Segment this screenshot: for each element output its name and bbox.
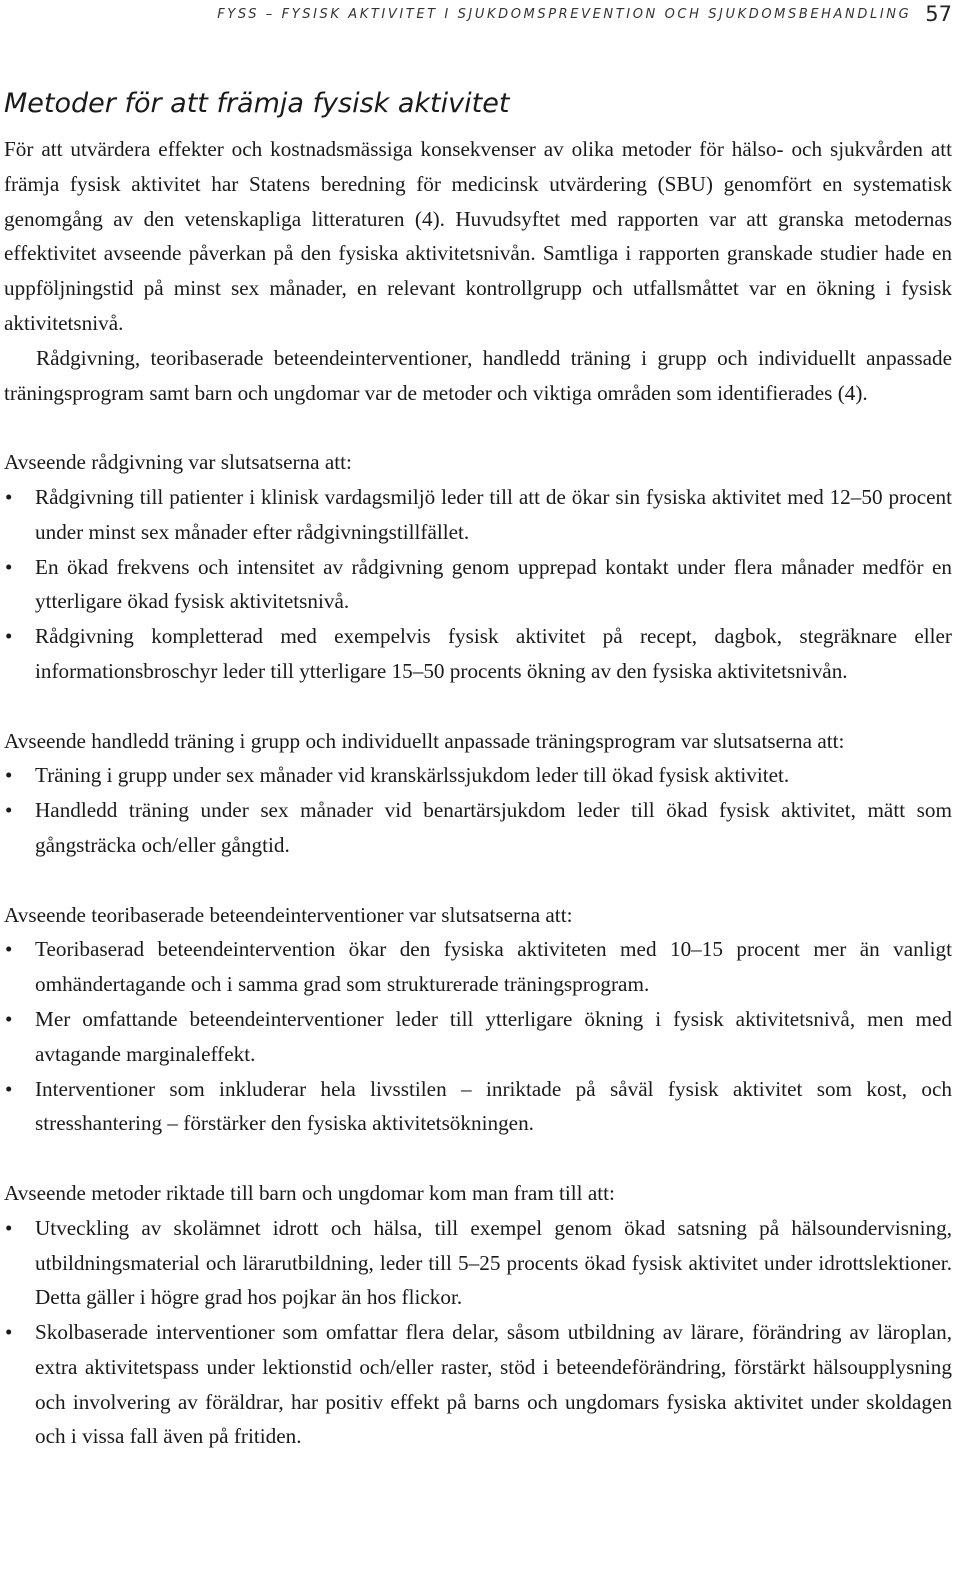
conclusion-group-behavioural [4,898,952,1142]
list-item: • Teoribaserad beteendeintervention ökar den fysiska aktiviteten med 10–15 procent mer än vanligt omhändertagande och i samma grad som strukturerade träningsprogram. [4,932,952,1002]
list-item: • Utveckling av skolämnet idrott och hälsa, till exempel genom ökad satsning på hälsoundervisning, utbildningsmaterial och lärarutbildning, leder till 5–25 procents ökad fysisk aktivitet under idrottslektioner. Detta gäller i högre grad hos pojkar än hos flickor. [4,1211,952,1315]
list-item: • Rådgivning kompletterad med exempelvis fysisk aktivitet på recept, dagbok, stegräknare eller informationsbroschyr leder till ytterligare 15–50 procents ökning av den fysiska aktivitetsnivån. [4,619,952,689]
conclusion-group-counselling [4,445,952,689]
page-number: 57 [925,2,952,26]
running-header [217,0,952,28]
running-title: FYSS – FYSISK AKTIVITET I SJUKDOMSPREVENTION OCH SJUKDOMSBEHANDLING [217,6,912,22]
bullet-list [4,1211,952,1455]
list-item: • Träning i grupp under sex månader vid kranskärlssjukdom leder till ökad fysisk aktivitet. [4,758,952,793]
group-lead: Avseende metoder riktade till barn och ungdomar kom man fram till att: [4,1180,615,1205]
conclusion-group-children [4,1176,952,1454]
list-item: • Mer omfattande beteendeinterventioner leder till ytterligare ökning i fysisk aktivitetsnivå, men med avtagande marginaleffekt. [4,1002,952,1072]
group-lead: Avseende handledd träning i grupp och individuellt anpassade träningsprogram var slutsatserna att: [4,728,845,753]
page-content [4,84,952,1454]
conclusion-group-supervised-training [4,724,952,863]
bullet-list [4,480,952,689]
bullet-list [4,758,952,862]
bullet-list [4,932,952,1141]
list-item: • Handledd träning under sex månader vid benartärsjukdom leder till ökad fysisk aktivitet, mätt som gångsträcka och/eller gångtid. [4,793,952,863]
list-item: • Interventioner som inkluderar hela livsstilen – inriktade på såväl fysisk aktivitet som kost, och stresshantering – förstärker den fysiska aktivitetsökningen. [4,1072,952,1142]
group-lead: Avseende rådgivning var slutsatserna att: [4,450,352,475]
group-lead: Avseende teoribaserade beteendeinterventioner var slutsatserna att: [4,902,573,927]
section-title: Metoder för att främja fysisk aktivitet [4,88,510,119]
intro-paragraph: För att utvärdera effekter och kostnadsmässiga konsekvenser av olika metoder för hälso- och sjukvården att främja fysisk aktivitet har Statens beredning för medicinsk utvärdering (SBU) genomfört en systematisk genomgång av den vetenskapliga litteraturen (4). Huvudsyftet med rapporten var att granska metodernas effektivitet avseende påverkan på den fysiska aktivitetsnivån. Samtliga i rapporten granskade studier hade en uppföljningstid på minst sex månader, en relevant kontrollgrupp och utfallsmåttet var en ökning i fysisk aktivitetsnivå. [4,137,952,335]
intro-paragraph: Rådgivning, teoribaserade beteendeinterventioner, handledd träning i grupp och individuellt anpassade träningsprogram samt barn och ungdomar var de metoder och viktiga områden som identifierades (4). [4,345,952,405]
list-item: • En ökad frekvens och intensitet av rådgivning genom upprepad kontakt under flera månader medför en ytterligare ökad fysisk aktivitetsnivå. [4,550,952,620]
list-item: • Rådgivning till patienter i klinisk vardagsmiljö leder till att de ökar sin fysiska aktivitet med 12–50 procent under minst sex månader efter rådgivningstillfället. [4,480,952,550]
list-item: • Skolbaserade interventioner som omfattar flera delar, såsom utbildning av lärare, förändring av läroplan, extra aktivitetspass under lektionstid och/eller raster, stöd i beteendeförändring, förstärkt hälsoupplysning och involvering av föräldrar, har positiv effekt på barns och ungdomars fysiska aktivitet under skoldagen och i vissa fall även på fritiden. [4,1315,952,1454]
